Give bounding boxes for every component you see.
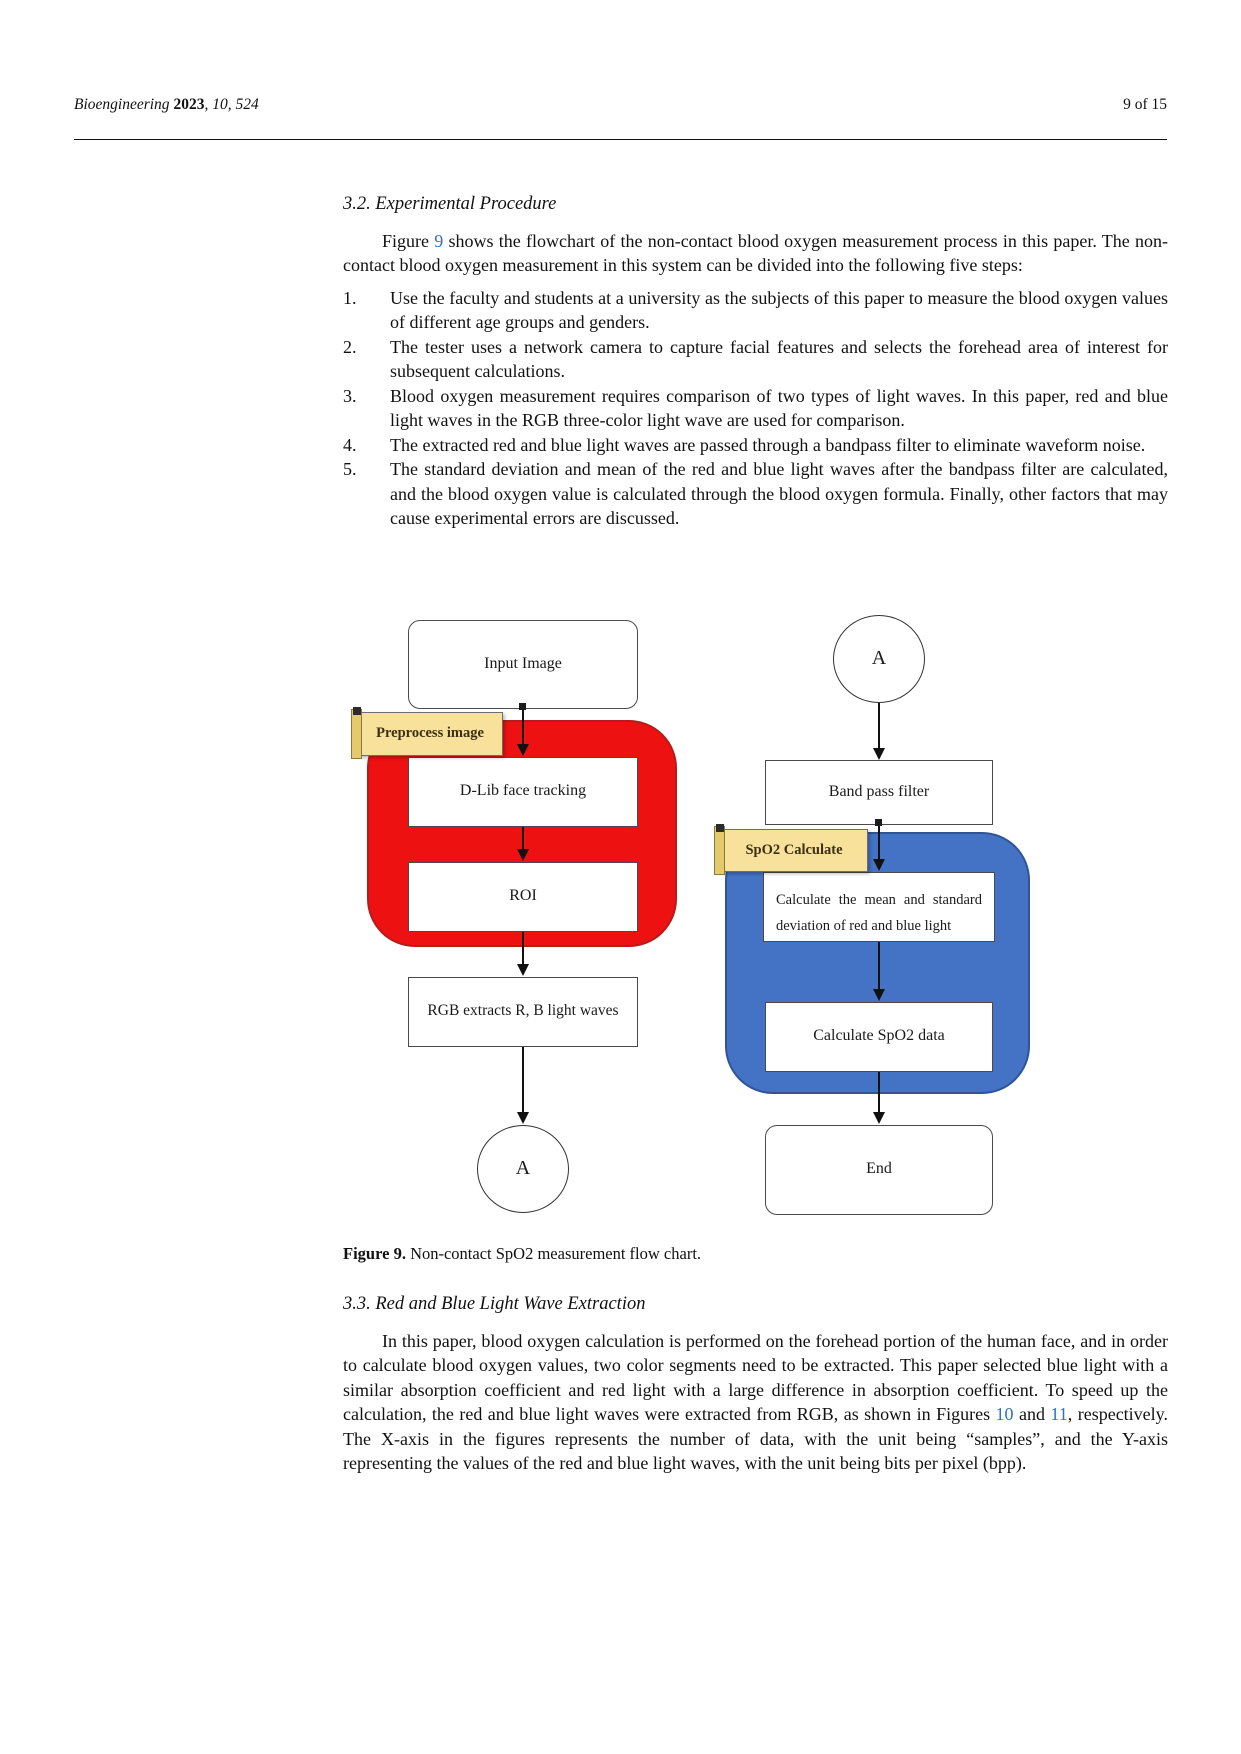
figure-9-link[interactable]: 9 bbox=[434, 230, 444, 251]
flow-node-roi bbox=[408, 862, 638, 932]
arrow-down-icon bbox=[522, 827, 524, 850]
step-text: Use the faculty and students at a university as the subjects of this paper to measure the blood oxygen values of different age groups and genders. bbox=[390, 287, 1168, 332]
steps-list bbox=[343, 286, 1168, 531]
flow-node-calc-spo2-data bbox=[765, 1002, 993, 1072]
tag-label: SpO2 Calculate bbox=[745, 841, 843, 858]
step-number: 2. bbox=[343, 336, 357, 357]
list-item bbox=[343, 286, 1168, 335]
list-item bbox=[343, 433, 1168, 458]
connector-dot bbox=[875, 819, 882, 826]
list-item bbox=[343, 457, 1168, 531]
list-item bbox=[343, 384, 1168, 433]
arrow-down-icon bbox=[878, 703, 880, 749]
flow-node-label: ROI bbox=[509, 887, 537, 905]
arrow-down-icon bbox=[878, 1072, 880, 1113]
step-number: 4. bbox=[343, 434, 357, 455]
journal-volume-pages: , 10, 524 bbox=[204, 96, 259, 113]
step-number: 5. bbox=[343, 459, 357, 479]
flow-node-end bbox=[765, 1125, 993, 1215]
figure-11-link[interactable]: 11 bbox=[1050, 1404, 1068, 1424]
arrow-down-icon bbox=[522, 1047, 524, 1113]
section-heading-3-2: 3.2. Experimental Procedure bbox=[343, 194, 557, 214]
arrow-down-icon bbox=[522, 932, 524, 965]
arrow-down-icon bbox=[878, 825, 880, 860]
para-mid: and bbox=[1013, 1404, 1051, 1424]
step-text: The standard deviation and mean of the red and blue light waves after the bandpass filter are calculated, and the blood oxygen value is calculated through the blood oxygen formula. Finally, other factors that may cause experimental errors are discussed. bbox=[390, 459, 1168, 528]
connector-label: A bbox=[515, 1157, 531, 1180]
flow-node-label: Band pass filter bbox=[828, 782, 930, 800]
figure-caption bbox=[343, 1242, 1168, 1267]
running-header bbox=[74, 96, 1167, 114]
flow-node-dlib-face-tracking bbox=[408, 757, 638, 827]
flow-node-label: Calculate the mean and standard deviation of red and blue light bbox=[776, 891, 982, 935]
connector-a-bottom-left bbox=[477, 1125, 569, 1213]
flow-node-label: RGB extracts R, B light waves bbox=[427, 1002, 619, 1020]
step-text: The extracted red and blue light waves are passed through a bandpass filter to eliminate waveform noise. bbox=[390, 434, 1146, 455]
tag-label: Preprocess image bbox=[376, 725, 484, 742]
para-pre: In this paper, blood oxygen calculation is performed on the forehead portion of the human face, and in order to calculate blood oxygen values, two color segments need to be extracted. This paper selected blue light with a similar absorption coefficient and red light with a large difference in absorption coefficient. To speed up the calculation, the red and blue light waves were extracted from RGB, as shown in Figures bbox=[343, 1330, 1168, 1424]
flow-node-band-pass-filter bbox=[765, 760, 993, 825]
step-text: The tester uses a network camera to capture facial features and selects the forehead area of interest for subsequent calculations. bbox=[390, 336, 1168, 381]
step-number: 1. bbox=[343, 287, 357, 308]
preprocess-image-tag bbox=[357, 712, 503, 756]
connector-a-top-right bbox=[833, 615, 925, 703]
spo2-calculate-tag bbox=[720, 829, 868, 872]
flow-node-label: Calculate SpO2 data bbox=[813, 1027, 945, 1045]
section-heading-3-3: 3.3. Red and Blue Light Wave Extraction bbox=[343, 1294, 646, 1314]
header-rule bbox=[74, 139, 1167, 140]
text-column bbox=[343, 192, 1168, 1476]
flow-node-calc-mean-std bbox=[763, 872, 995, 942]
flow-node-input-image bbox=[408, 620, 638, 709]
page-number: 9 of 15 bbox=[1123, 96, 1167, 113]
figure-caption-text: Non-contact SpO2 measurement flow chart. bbox=[405, 1243, 702, 1263]
flow-node-label: D-Lib face tracking bbox=[459, 782, 587, 800]
connector-dot bbox=[519, 703, 526, 710]
section-3-3-paragraph bbox=[343, 1329, 1168, 1476]
step-number: 3. bbox=[343, 385, 357, 406]
arrow-down-icon bbox=[878, 942, 880, 990]
step-text: Blood oxygen measurement requires comparison of two types of light waves. In this paper, red and blue light waves in the RGB three-color light wave are used for comparison. bbox=[390, 385, 1168, 430]
journal-name: Bioengineering bbox=[74, 96, 170, 113]
para-post: , respectively. The X-axis in the figures represents the number of data, with the unit being “samples”, and the Y-axis representing the values of the red and blue light waves, with the unit being bits per pixel (bpp). bbox=[343, 1404, 1169, 1473]
flow-node-label: End bbox=[866, 1160, 892, 1178]
figure-caption-label: Figure 9. bbox=[343, 1243, 406, 1263]
intro-post: shows the flowchart of the non-contact blood oxygen measurement process in this paper. The non-contact blood oxygen measurement in this system can be divided into the following five steps: bbox=[343, 230, 1168, 275]
arrow-down-icon bbox=[522, 709, 524, 745]
intro-pre: Figure bbox=[382, 230, 435, 251]
connector-label: A bbox=[871, 647, 887, 670]
journal-year: 2023 bbox=[173, 96, 205, 113]
flow-node-rgb-extracts bbox=[408, 977, 638, 1047]
list-item bbox=[343, 335, 1168, 384]
flow-node-label: Input Image bbox=[484, 654, 562, 672]
figure-9-flowchart bbox=[318, 547, 1038, 1222]
journal-citation bbox=[74, 96, 259, 114]
figure-10-link[interactable]: 10 bbox=[995, 1404, 1014, 1424]
intro-paragraph bbox=[343, 229, 1168, 278]
